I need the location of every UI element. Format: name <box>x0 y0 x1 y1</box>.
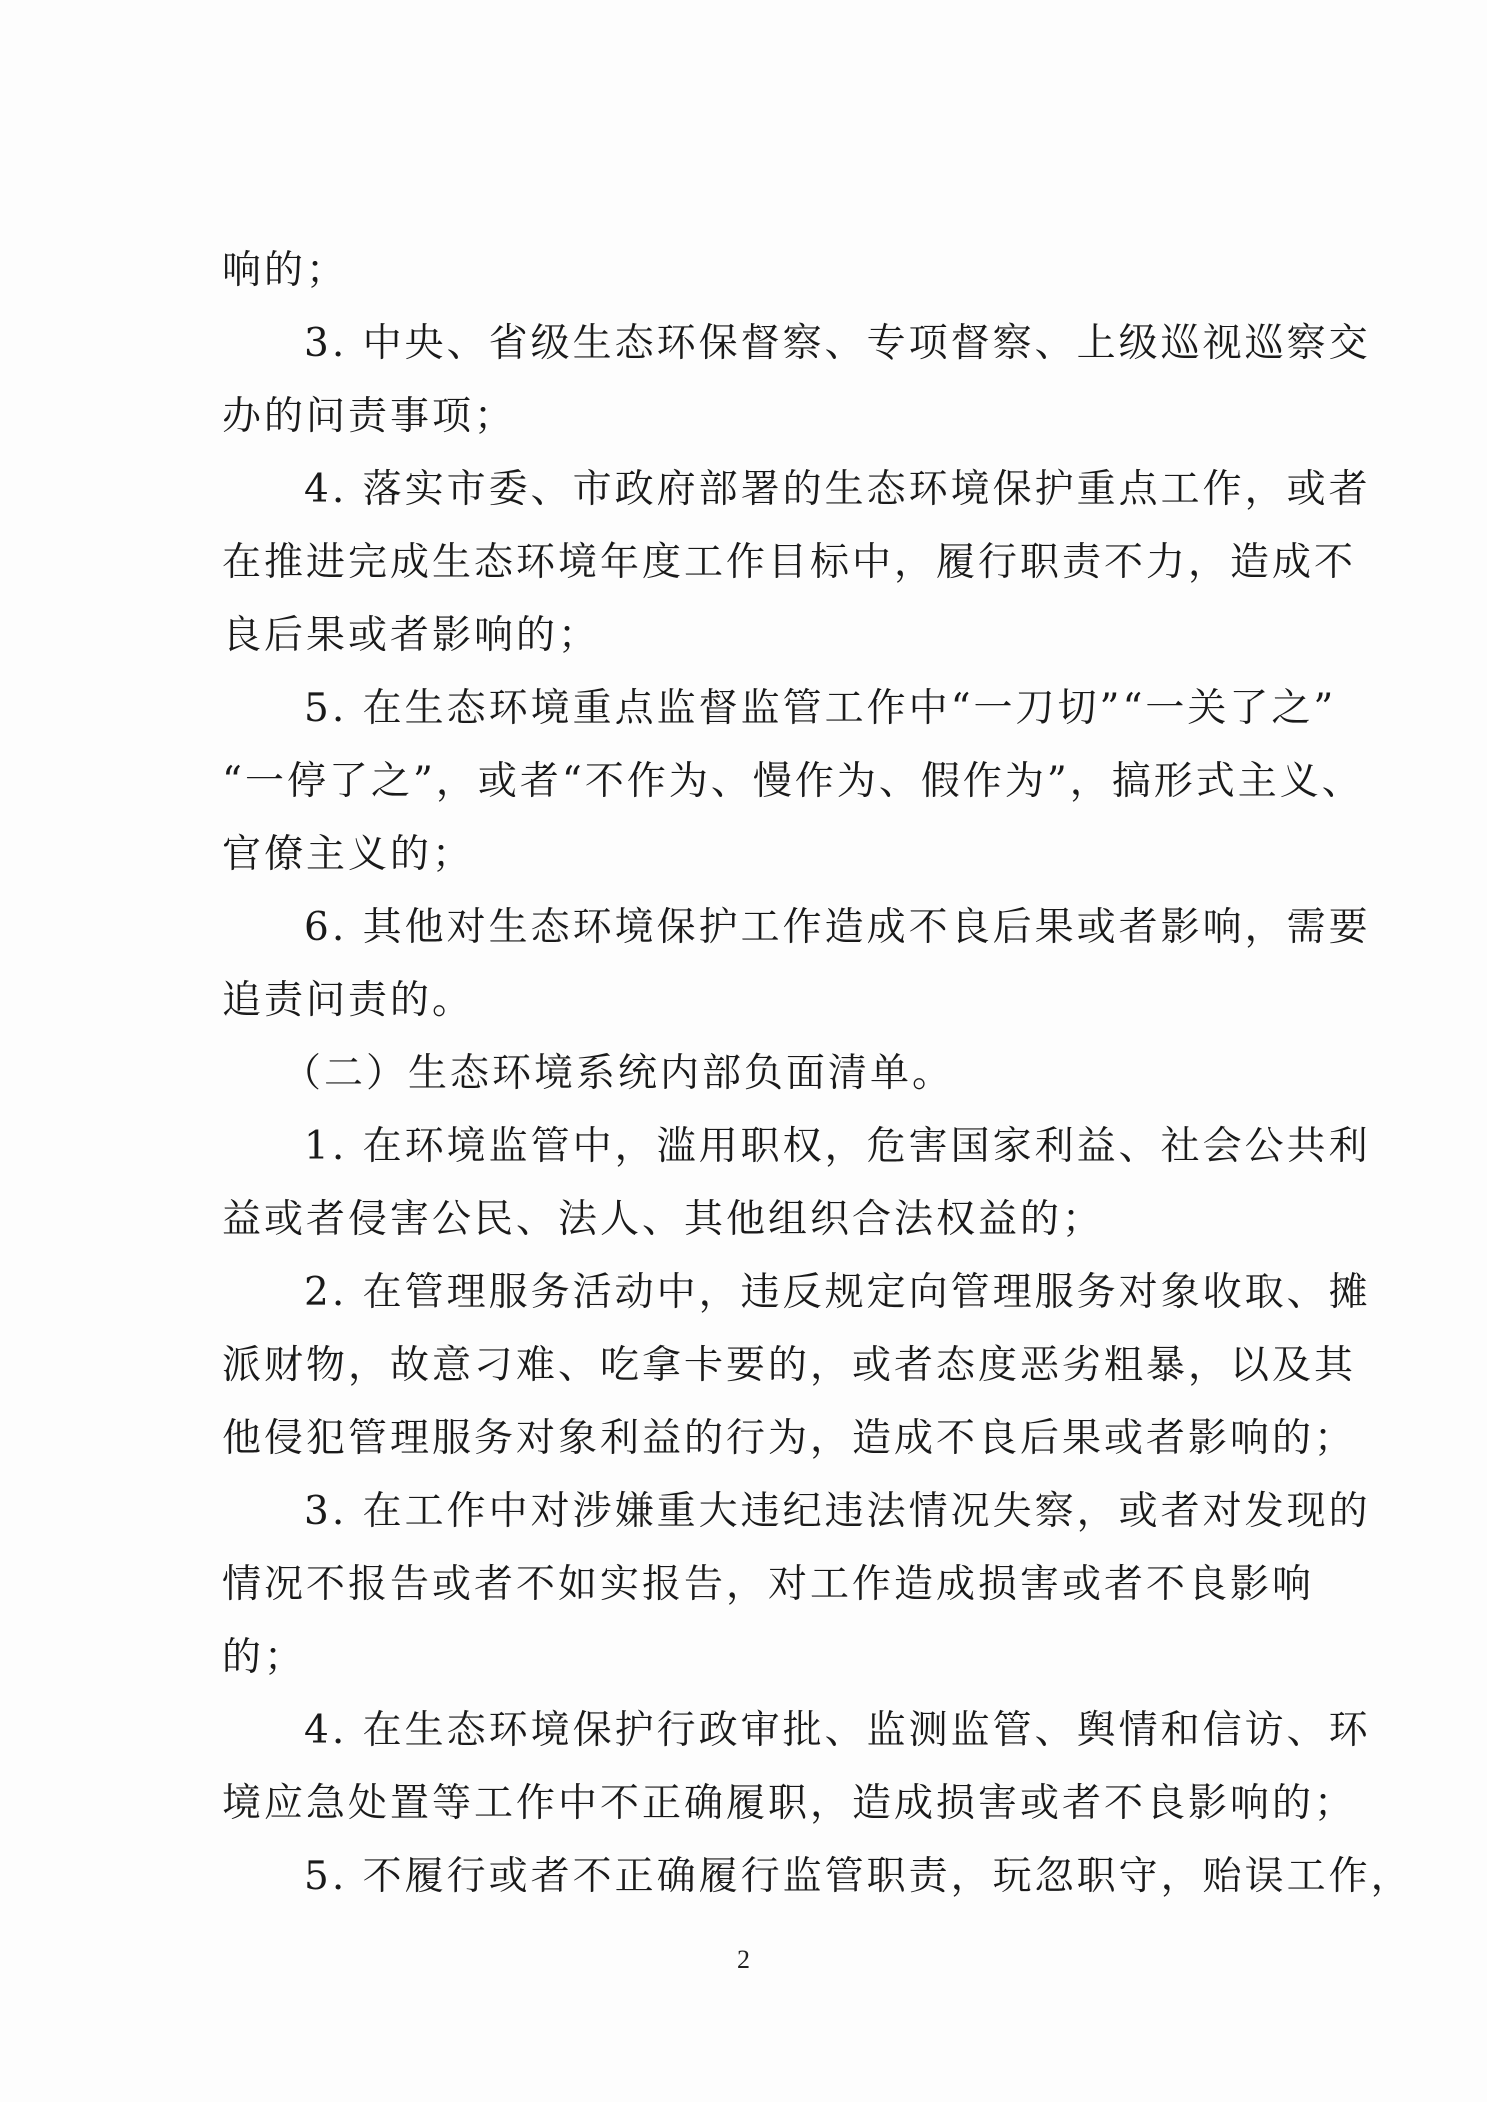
text-line: 益或者侵害公民、法人、其他组织合法权益的； <box>222 1197 1105 1242</box>
page-number: 2 <box>737 1945 750 1974</box>
text-line: 追责问责的。 <box>222 978 475 1023</box>
text-line: 官僚主义的； <box>222 832 475 877</box>
text-line: 3. 中央、省级生态环保督察、专项督察、上级巡视巡察交 <box>304 321 1371 366</box>
text-line: 他侵犯管理服务对象利益的行为，造成不良后果或者影响的； <box>222 1416 1357 1461</box>
text-line: 境应急处置等工作中不正确履职，造成损害或者不良影响的； <box>222 1781 1357 1826</box>
text-line: 情况不报告或者不如实报告，对工作造成损害或者不良影响 <box>222 1562 1315 1607</box>
text-line: 4. 在生态环境保护行政审批、监测监管、舆情和信访、环 <box>304 1708 1371 1753</box>
text-line: 派财物，故意刁难、吃拿卡要的，或者态度恶劣粗暴，以及其 <box>222 1343 1357 1388</box>
text-line: 1. 在环境监管中，滥用职权，危害国家利益、社会公共利 <box>304 1124 1371 1169</box>
text-line: 2. 在管理服务活动中，违反规定向管理服务对象收取、摊 <box>304 1270 1371 1315</box>
text-line: 办的问责事项； <box>222 394 517 439</box>
document-body <box>222 234 1413 1913</box>
text-line: 在推进完成生态环境年度工作目标中，履行职责不力，造成不 <box>222 540 1357 585</box>
text-line: 5. 不履行或者不正确履行监管职责，玩忽职守，贻误工作， <box>304 1854 1413 1899</box>
text-line: 6. 其他对生态环境保护工作造成不良后果或者影响，需要 <box>304 905 1371 950</box>
text-line: 3. 在工作中对涉嫌重大违纪违法情况失察，或者对发现的 <box>304 1489 1371 1534</box>
text-line: （二）生态环境系统内部负面清单。 <box>282 1051 955 1096</box>
text-line: “一停了之”，或者“不作为、慢作为、假作为”，搞形式主义、 <box>222 759 1364 804</box>
text-line: 的； <box>222 1635 307 1680</box>
text-line: 5. 在生态环境重点监督监管工作中“一刀切”“一关了之” <box>304 686 1337 731</box>
text-line: 良后果或者影响的； <box>222 613 601 658</box>
text-line: 4. 落实市委、市政府部署的生态环境保护重点工作，或者 <box>304 467 1371 512</box>
text-line: 响的； <box>222 248 349 293</box>
